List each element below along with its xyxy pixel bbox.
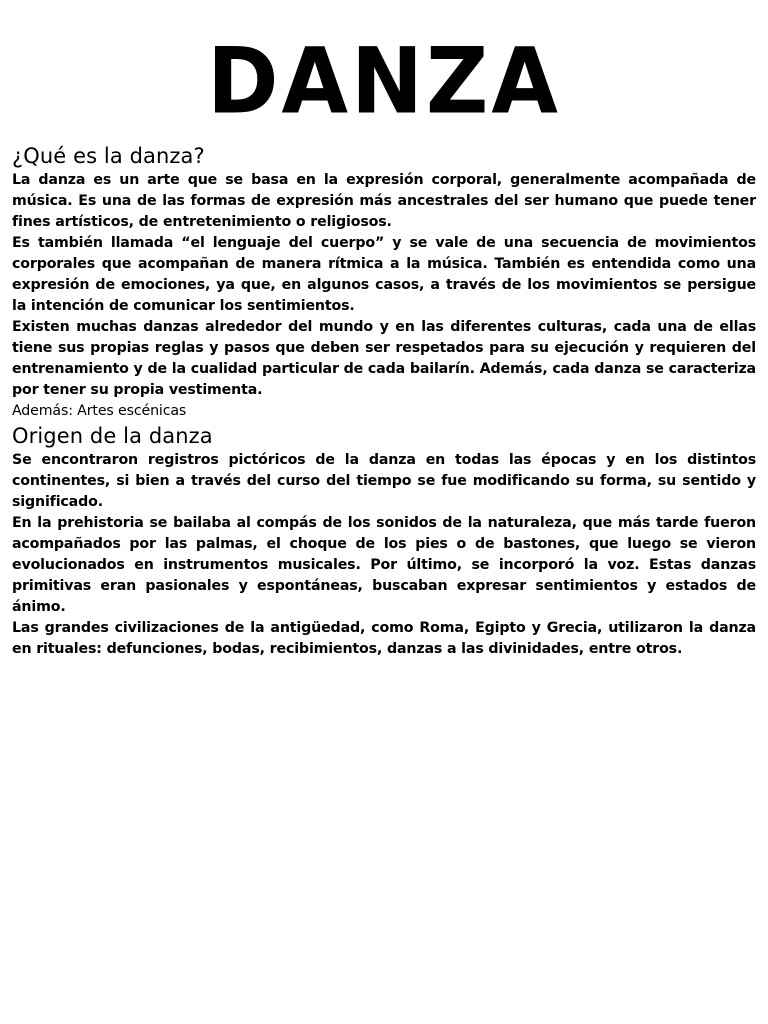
section-heading: ¿Qué es la danza?	[12, 144, 205, 168]
page-title: DANZA	[207, 28, 561, 135]
document-page	[12, 0, 756, 660]
paragraph: Las grandes civilizaciones de la antigüedad, como Roma, Egipto y Grecia, utilizaron la danza en rituales: defunciones, bodas, recibimientos, danzas a las divinidades, entre otros.	[12, 620, 756, 657]
paragraph: Es también llamada “el lenguaje del cuerpo” y se vale de una secuencia de movimientos corporales que acompañan de manera rítmica a la música. También es entendida como una expresión de emociones, ya que, en algunos casos, a través de los movimientos se persigue la intención de comunicar los sentimientos.	[12, 235, 756, 314]
section-origin-of-dance	[12, 422, 756, 660]
paragraph: En la prehistoria se bailaba al compás de los sonidos de la naturaleza, que más tarde fueron acompañados por las palmas, el choque de los pies o de bastones, que luego se vieron evolucionados en instrumentos musicales. Por último, se incorporó la voz. Estas danzas primitivas eran pasionales y espontáneas, buscaban expresar sentimientos y estados de ánimo.	[12, 515, 756, 615]
section-heading: Origen de la danza	[12, 424, 213, 448]
paragraph: La danza es un arte que se basa en la expresión corporal, generalmente acompañada de música. Es una de las formas de expresión más ancestrales del ser humano que puede tener fines artísticos, de entretenimiento o religiosos.	[12, 172, 756, 230]
see-also-line: Además: Artes escénicas	[12, 403, 187, 419]
paragraph: Se encontraron registros pictóricos de la danza en todas las épocas y en los distintos continentes, si bien a través del curso del tiempo se fue modificando su forma, su sentido y significado.	[12, 452, 756, 510]
paragraph: Existen muchas danzas alrededor del mundo y en las diferentes culturas, cada una de ellas tiene sus propias reglas y pasos que deben ser respetados para su ejecución y requieren del entrenamiento y de la cualidad particular de cada bailarín. Además, cada danza se caracteriza por tener su propia vestimenta.	[12, 319, 756, 398]
section-what-is-dance	[12, 142, 756, 422]
title-area	[12, 0, 756, 142]
